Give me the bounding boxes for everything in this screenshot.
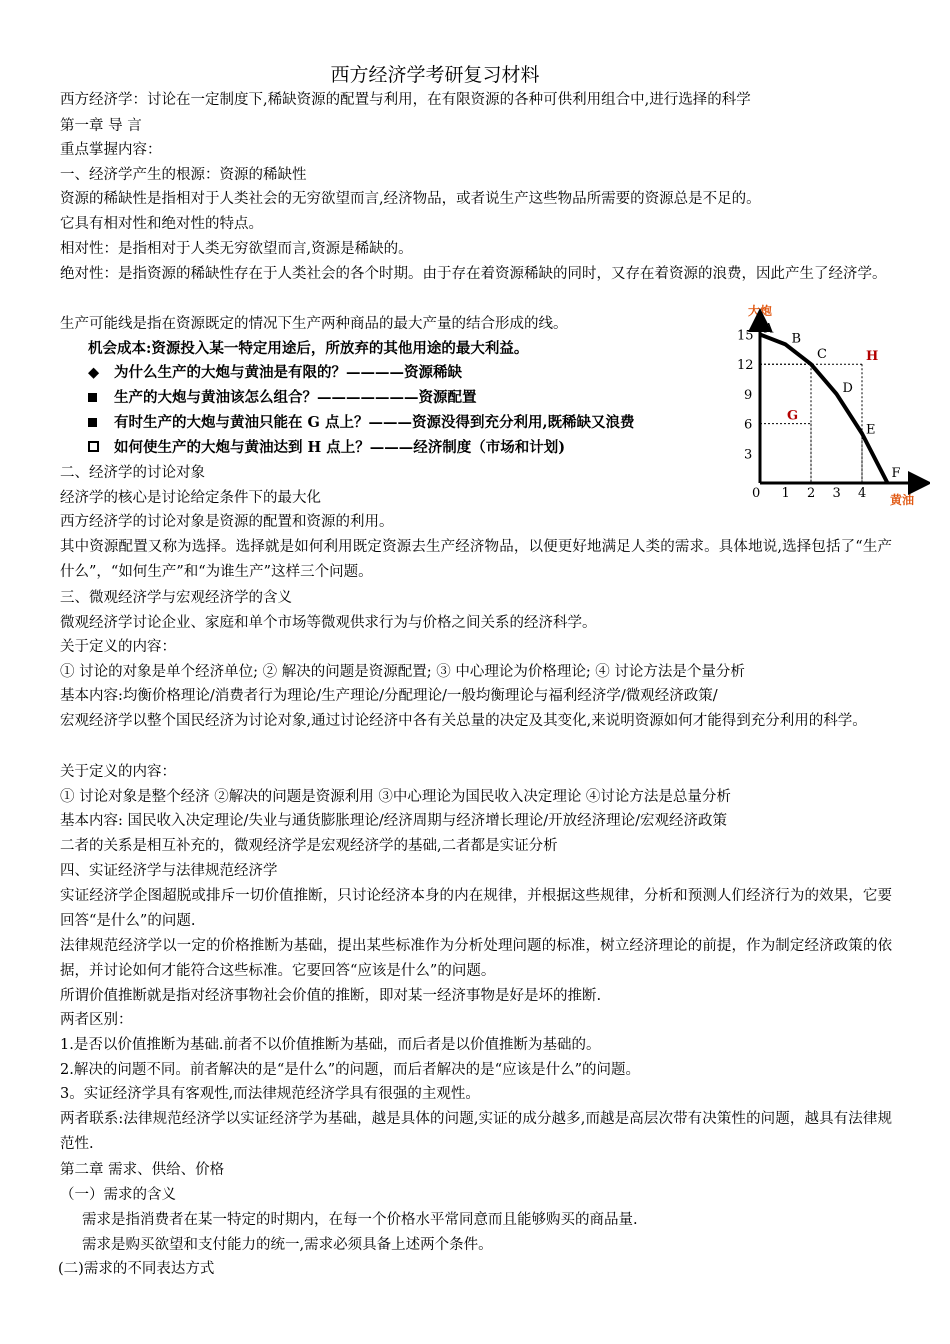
bullet-text: 生产的大炮与黄油该怎么组合？———————资源配置 xyxy=(114,389,477,406)
key-points-label: 重点掌握内容： xyxy=(60,142,162,158)
scarcity-definition: 资源的稀缺性是指相对于人类社会的无穷欲望而言,经济物品，或者说生产这些物品所需要的资源总是不足的。 xyxy=(60,191,761,207)
bullet-item xyxy=(88,388,477,408)
subsection-heading: (二)需求的不同表达方式 xyxy=(58,1261,215,1277)
x-tick-label: 0 xyxy=(752,486,761,501)
paragraph: 宏观经济学以整个国民经济为讨论对象,通过讨论经济中各有关总量的决定及其变化,来说明资源如何才能得到充分利用的科学。 xyxy=(60,713,867,729)
production-possibility-chart xyxy=(730,298,930,513)
paragraph: 两者联系:法律规范经济学以实证经济学为基础，越是具体的问题,实证的成分越多,而越是高层次带有决策性的问题，越具有法律规范性. xyxy=(60,1111,892,1152)
paragraph: 3。实证经济学具有客观性,而法律规范经济学具有很强的主观性。 xyxy=(60,1086,480,1102)
bullet-item xyxy=(88,413,635,433)
y-tick-label: 12 xyxy=(737,358,754,374)
paragraph: 基本内容: 国民收入决定理论/失业与通货膨胀理论/经济周期与经济增长理论/开放经济理论/宏观经济政策 xyxy=(60,813,728,829)
hollow-square-bullet-icon xyxy=(88,438,114,458)
paragraph: 其中资源配置又称为选择。选择就是如何利用既定资源去生产经济物品，以便更好地满足人类的需求。具体地说,选择包括了“生产什么”，“如何生产”和“为谁生产”这样三个问题。 xyxy=(60,539,892,580)
bullet-text: 如何使生产的大炮与黄油达到 H 点上？———经济制度（市场和计划) xyxy=(114,439,566,456)
square-bullet-icon xyxy=(88,413,114,433)
subsection-heading: （一）需求的含义 xyxy=(60,1187,176,1203)
x-axis-label: 黄油 xyxy=(890,493,915,507)
paragraph: 基本内容:均衡价格理论/消费者行为理论/生产理论/分配理论/一般均衡理论与福利经济学/微观经济政策/ xyxy=(60,688,718,704)
bullet-item xyxy=(88,438,565,458)
paragraph: 1.是否以价值推断为基础.前者不以价值推断为基础，而后者是以价值推断为基础的。 xyxy=(60,1037,601,1053)
relativity-definition: 相对性：是指相对于人类无穷欲望而言,资源是稀缺的。 xyxy=(60,241,413,257)
y-axis-label: 大炮 xyxy=(748,304,773,318)
paragraph: 需求是指消费者在某一特定的时期内，在每一个价格水平常同意而且能够购买的商品量. xyxy=(82,1212,638,1228)
point-label: E xyxy=(866,422,876,438)
x-tick-label: 4 xyxy=(858,486,867,501)
point-label: G xyxy=(787,408,799,424)
ppf-definition: 生产可能线是指在资源既定的情况下生产两种商品的最大产量的结合形成的线。 xyxy=(60,316,568,332)
paragraph: 法律规范经济学以一定的价格推断为基础，提出某些标准作为分析处理问题的标准，树立经济理论的前提，作为制定经济政策的依据，并讨论如何才能符合这些标准。它要回答“应该是什么”的问题。 xyxy=(60,938,892,979)
section-2-heading: 二、经济学的讨论对象 xyxy=(60,465,205,481)
point-label: B xyxy=(791,331,802,347)
paragraph: 两者区别： xyxy=(60,1012,133,1028)
paragraph: 实证经济学企图超脱或排斥一切价值推断，只讨论经济本身的内在规律，并根据这些规律，分析和预测人们经济行为的效果，它要回答“是什么”的问题. xyxy=(60,888,892,929)
point-label: H xyxy=(866,349,879,365)
absoluteness-definition: 绝对性：是指资源的稀缺性存在于人类社会的各个时期。由于存在着资源稀缺的同时，又存在着资源的浪费，因此产生了经济学。 xyxy=(60,266,887,282)
chapter-2-heading: 第二章 需求、供给、价格 xyxy=(60,1162,225,1178)
x-tick-label: 1 xyxy=(781,486,790,501)
point-label: C xyxy=(817,347,827,363)
paragraph: ① 讨论对象是整个经济 ②解决的问题是资源利用 ③中心理论为国民收入决定理论 ④讨论方法是总量分析 xyxy=(60,789,731,805)
section-1-heading: 一、经济学产生的根源：资源的稀缺性 xyxy=(60,167,307,183)
bullet-item xyxy=(88,363,462,383)
paragraph: 2.解决的问题不同。前者解决的是“是什么”的问题，而后者解决的是“应该是什么”的问题。 xyxy=(60,1062,640,1078)
y-tick-label: 15 xyxy=(737,328,754,344)
paragraph: 微观经济学讨论企业、家庭和单个市场等微观供求行为与价格之间关系的经济科学。 xyxy=(60,615,597,631)
paragraph: 所谓价值推断就是指对经济事物社会价值的推断，即对某一经济事物是好是坏的推断. xyxy=(60,988,602,1004)
paragraph: 经济学的核心是讨论给定条件下的最大化 xyxy=(60,490,321,506)
chapter-1-heading: 第一章 导 言 xyxy=(60,118,142,134)
paragraph: 关于定义的内容： xyxy=(60,639,176,655)
y-tick-label: 3 xyxy=(744,447,753,463)
point-label: F xyxy=(891,466,901,481)
paragraph: 关于定义的内容： xyxy=(60,764,176,780)
y-tick-label: 9 xyxy=(744,387,753,403)
y-tick-label: 6 xyxy=(744,417,753,433)
scarcity-features: 它具有相对性和绝对性的特点。 xyxy=(60,216,263,232)
paragraph: 需求是购买欲望和支付能力的统一,需求必须具备上述两个条件。 xyxy=(82,1237,493,1253)
point-label: D xyxy=(842,380,853,396)
x-tick-label: 3 xyxy=(832,486,841,501)
opportunity-cost-definition: 机会成本:资源投入某一特定用途后，所放弃的其他用途的最大利益。 xyxy=(88,340,529,357)
point-label: A xyxy=(764,321,774,337)
bullet-text: 有时生产的大炮与黄油只能在 G 点上？———资源没得到充分利用,既稀缺又浪费 xyxy=(114,414,635,431)
document-title: 西方经济学考研复习材料 xyxy=(330,64,540,86)
section-3-heading: 三、微观经济学与宏观经济学的含义 xyxy=(60,590,292,606)
square-bullet-icon xyxy=(88,388,114,408)
diamond-bullet-icon: ◆ xyxy=(88,364,100,381)
paragraph: 二者的关系是相互补充的，微观经济学是宏观经济学的基础,二者都是实证分析 xyxy=(60,838,558,854)
intro-definition: 西方经济学：讨论在一定制度下,稀缺资源的配置与利用，在有限资源的各种可供利用组合中,进行选择的科学 xyxy=(60,92,751,108)
bullet-text: 为什么生产的大炮与黄油是有限的？————资源稀缺 xyxy=(114,364,462,381)
x-tick-label: 2 xyxy=(807,486,816,501)
section-4-heading: 四、实证经济学与法律规范经济学 xyxy=(60,863,278,879)
paragraph: ① 讨论的对象是单个经济单位; ② 解决的问题是资源配置; ③ 中心理论为价格理论; ④ 讨论方法是个量分析 xyxy=(60,664,745,680)
paragraph: 西方经济学的讨论对象是资源的配置和资源的利用。 xyxy=(60,514,394,530)
